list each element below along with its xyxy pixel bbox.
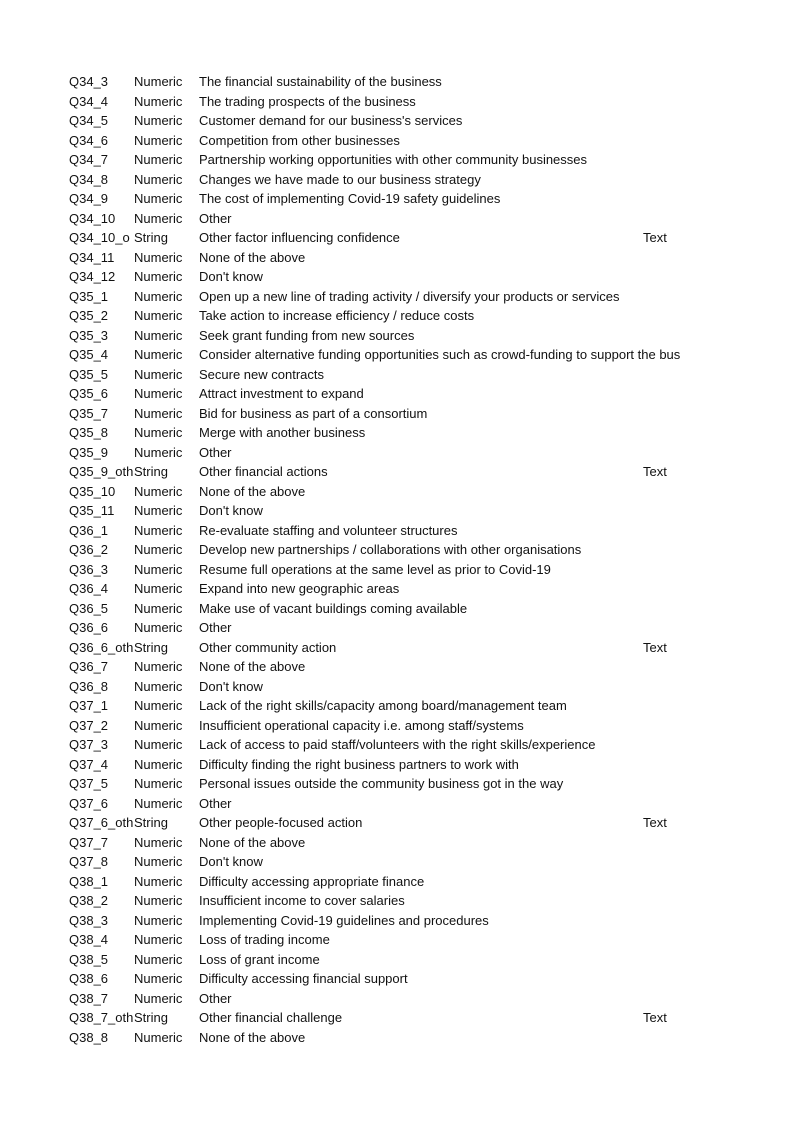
variable-type-cell: Numeric	[134, 249, 183, 265]
variable-name-cell: Q37_5	[69, 776, 109, 791]
variable-name-cell: Q36_1	[69, 522, 109, 538]
variable-type-cell: Numeric	[134, 269, 183, 284]
variable-format-cell	[643, 72, 703, 92]
variable-list	[0, 72, 800, 1047]
table-row	[0, 638, 800, 658]
variable-format-cell	[643, 872, 703, 892]
table-row	[0, 501, 800, 521]
variable-format-cell	[643, 482, 703, 502]
table-row	[0, 111, 800, 131]
variable-description-cell: Other	[199, 990, 232, 1006]
variable-type-cell: Numeric	[134, 698, 183, 713]
variable-format-cell	[643, 92, 703, 112]
variable-format-cell	[643, 287, 703, 307]
variable-type-cell: Numeric	[134, 776, 183, 791]
variable-type-cell: Numeric	[134, 737, 183, 752]
variable-name-cell: Q38_7	[69, 990, 109, 1006]
variable-format-cell	[643, 716, 703, 736]
variable-description-cell: None of the above	[199, 1029, 306, 1045]
variable-description-cell: None of the above	[199, 249, 306, 265]
variable-name-cell: Q35_2	[69, 308, 109, 323]
variable-format-cell	[643, 306, 703, 326]
variable-name-cell: Q34_5	[69, 113, 109, 128]
variable-type-cell: String	[134, 639, 168, 655]
variable-description-cell: Other people-focused action	[199, 815, 363, 830]
table-row	[0, 267, 800, 287]
table-row	[0, 852, 800, 872]
variable-format-cell	[643, 365, 703, 385]
variable-type-cell: String	[134, 1010, 168, 1025]
variable-type-cell: Numeric	[134, 834, 183, 850]
variable-type-cell: Numeric	[134, 171, 183, 187]
variable-format-cell: Text	[643, 815, 667, 830]
variable-description-cell: The trading prospects of the business	[199, 93, 416, 109]
variable-name-cell: Q35_7	[69, 405, 109, 421]
variable-format-cell	[643, 326, 703, 346]
variable-type-cell: Numeric	[134, 990, 183, 1006]
table-row	[0, 716, 800, 736]
variable-name-cell: Q35_11	[69, 503, 115, 518]
variable-type-cell: Numeric	[134, 795, 183, 811]
table-row	[0, 735, 800, 755]
variable-name-cell: Q38_1	[69, 873, 109, 889]
table-row	[0, 365, 800, 385]
variable-description-cell: Don't know	[199, 503, 263, 518]
variable-name-cell: Q34_9	[69, 191, 109, 206]
variable-name-cell: Q36_5	[69, 600, 109, 616]
variable-type-cell: Numeric	[134, 347, 183, 362]
table-row	[0, 170, 800, 190]
variable-format-cell	[643, 930, 703, 950]
variable-format-cell	[643, 950, 703, 970]
table-row	[0, 1008, 800, 1028]
variable-description-cell: Other financial actions	[199, 464, 328, 479]
variable-type-cell: Numeric	[134, 1029, 183, 1045]
variable-description-cell: Resume full operations at the same level as prior to Covid-19	[199, 561, 551, 577]
variable-type-cell: Numeric	[134, 152, 183, 167]
variable-name-cell: Q38_6	[69, 971, 109, 986]
variable-format-cell	[643, 540, 703, 560]
variable-name-cell: Q36_8	[69, 678, 109, 694]
variable-type-cell: Numeric	[134, 425, 183, 440]
variable-description-cell: Other community action	[199, 639, 337, 655]
variable-type-cell: Numeric	[134, 561, 183, 577]
variable-name-cell: Q34_12	[69, 269, 116, 284]
table-row	[0, 72, 800, 92]
table-row	[0, 326, 800, 346]
variable-type-cell: Numeric	[134, 951, 183, 967]
table-row	[0, 521, 800, 541]
variable-type-cell: Numeric	[134, 386, 183, 401]
variable-type-cell: Numeric	[134, 483, 183, 499]
variable-description-cell: Other factor influencing confidence	[199, 230, 400, 245]
variable-name-cell: Q35_9_oth	[69, 464, 133, 479]
variable-description-cell: Loss of trading income	[199, 932, 330, 947]
variable-format-cell	[643, 755, 703, 775]
variable-format-cell	[643, 1028, 703, 1048]
variable-description-cell: Expand into new geographic areas	[199, 581, 400, 596]
table-row	[0, 345, 800, 365]
table-row	[0, 657, 800, 677]
variable-description-cell: Difficulty accessing financial support	[199, 971, 408, 986]
variable-description-cell: Competition from other businesses	[199, 132, 400, 148]
variable-description-cell: None of the above	[199, 659, 306, 674]
variable-type-cell: Numeric	[134, 191, 183, 206]
variable-name-cell: Q37_4	[69, 756, 109, 772]
variable-type-cell: Numeric	[134, 971, 183, 986]
variable-type-cell: Numeric	[134, 132, 183, 148]
variable-format-cell	[643, 521, 703, 541]
variable-format-cell	[643, 209, 703, 229]
variable-name-cell: Q35_4	[69, 347, 109, 362]
variable-name-cell: Q37_8	[69, 854, 109, 869]
variable-name-cell: Q38_2	[69, 893, 109, 908]
variable-name-cell: Q34_10	[69, 210, 116, 226]
variable-description-cell: Difficulty finding the right business partners to work with	[199, 756, 519, 772]
variable-name-cell: Q36_2	[69, 542, 109, 557]
table-row	[0, 540, 800, 560]
table-row	[0, 774, 800, 794]
variable-name-cell: Q37_3	[69, 737, 109, 752]
table-row	[0, 813, 800, 833]
variable-format-cell	[643, 345, 703, 365]
variable-format-cell	[643, 267, 703, 287]
variable-description-cell: Other	[199, 210, 232, 226]
variable-description-cell: Difficulty accessing appropriate finance	[199, 873, 425, 889]
table-row	[0, 911, 800, 931]
variable-description-cell: Personal issues outside the community business got in the way	[199, 776, 564, 791]
variable-type-cell: Numeric	[134, 756, 183, 772]
variable-type-cell: Numeric	[134, 503, 183, 518]
table-row	[0, 560, 800, 580]
table-row	[0, 989, 800, 1009]
variable-format-cell	[643, 677, 703, 697]
variable-format-cell	[643, 189, 703, 209]
variable-format-cell	[643, 131, 703, 151]
variable-name-cell: Q35_5	[69, 366, 109, 382]
table-row	[0, 794, 800, 814]
variable-name-cell: Q38_4	[69, 932, 109, 947]
variable-name-cell: Q38_3	[69, 912, 109, 928]
table-row	[0, 287, 800, 307]
variable-format-cell	[643, 618, 703, 638]
variable-name-cell: Q35_6	[69, 386, 109, 401]
variable-description-cell: Other	[199, 620, 232, 635]
table-row	[0, 248, 800, 268]
table-row	[0, 131, 800, 151]
variable-description-cell: None of the above	[199, 834, 306, 850]
variable-name-cell: Q34_11	[69, 249, 115, 265]
variable-format-cell	[643, 501, 703, 521]
variable-format-cell	[643, 599, 703, 619]
variable-type-cell: Numeric	[134, 600, 183, 616]
table-row	[0, 189, 800, 209]
variable-type-cell: Numeric	[134, 932, 183, 947]
variable-name-cell: Q37_2	[69, 717, 109, 733]
variable-format-cell	[643, 443, 703, 463]
variable-description-cell: Open up a new line of trading activity / diversify your products or services	[199, 288, 620, 304]
variable-type-cell: String	[134, 230, 168, 245]
variable-type-cell: Numeric	[134, 366, 183, 382]
variable-name-cell: Q34_4	[69, 93, 109, 109]
variable-format-cell	[643, 384, 703, 404]
table-row	[0, 228, 800, 248]
variable-format-cell	[643, 248, 703, 268]
variable-description-cell: Make use of vacant buildings coming available	[199, 600, 468, 616]
variable-format-cell: Text	[643, 230, 667, 245]
variable-type-cell: Numeric	[134, 912, 183, 928]
variable-description-cell: Develop new partnerships / collaborations with other organisations	[199, 542, 582, 557]
variable-type-cell: Numeric	[134, 659, 183, 674]
table-row	[0, 384, 800, 404]
variable-name-cell: Q34_7	[69, 152, 109, 167]
table-row	[0, 833, 800, 853]
variable-description-cell: Implementing Covid-19 guidelines and procedures	[199, 912, 489, 928]
variable-format-cell	[643, 579, 703, 599]
variable-description-cell: Other	[199, 444, 232, 460]
variable-type-cell: Numeric	[134, 893, 183, 908]
table-row	[0, 482, 800, 502]
table-row	[0, 462, 800, 482]
variable-format-cell	[643, 911, 703, 931]
variable-type-cell: Numeric	[134, 854, 183, 869]
variable-type-cell: String	[134, 815, 168, 830]
variable-type-cell: Numeric	[134, 210, 183, 226]
variable-format-cell	[643, 170, 703, 190]
table-row	[0, 404, 800, 424]
variable-format-cell: Text	[643, 639, 667, 655]
variable-type-cell: Numeric	[134, 74, 183, 89]
table-row	[0, 930, 800, 950]
variable-description-cell: Customer demand for our business's services	[199, 113, 463, 128]
variable-name-cell: Q36_7	[69, 659, 109, 674]
table-row	[0, 423, 800, 443]
variable-format-cell	[643, 657, 703, 677]
variable-type-cell: Numeric	[134, 522, 183, 538]
table-row	[0, 150, 800, 170]
variable-name-cell: Q34_3	[69, 74, 109, 89]
table-row	[0, 579, 800, 599]
variable-type-cell: Numeric	[134, 327, 183, 343]
variable-description-cell: Re-evaluate staffing and volunteer structures	[199, 522, 458, 538]
table-row	[0, 969, 800, 989]
variable-name-cell: Q36_4	[69, 581, 109, 596]
variable-description-cell: Don't know	[199, 269, 263, 284]
variable-description-cell: The financial sustainability of the business	[199, 74, 442, 89]
variable-description-cell: Don't know	[199, 678, 263, 694]
table-row	[0, 1028, 800, 1048]
variable-type-cell: Numeric	[134, 444, 183, 460]
variable-description-cell: Insufficient operational capacity i.e. among staff/systems	[199, 717, 524, 733]
variable-description-cell: Loss of grant income	[199, 951, 320, 967]
variable-format-cell	[643, 404, 703, 424]
table-row	[0, 891, 800, 911]
variable-description-cell: Changes we have made to our business strategy	[199, 171, 481, 187]
variable-format-cell	[643, 852, 703, 872]
variable-description-cell: The cost of implementing Covid-19 safety guidelines	[199, 191, 501, 206]
table-row	[0, 209, 800, 229]
table-row	[0, 755, 800, 775]
variable-type-cell: Numeric	[134, 717, 183, 733]
variable-name-cell: Q34_6	[69, 132, 109, 148]
variable-name-cell: Q34_10_o	[69, 230, 130, 245]
variable-description-cell: Attract investment to expand	[199, 386, 364, 401]
variable-description-cell: Seek grant funding from new sources	[199, 327, 415, 343]
variable-name-cell: Q35_9	[69, 444, 109, 460]
variable-name-cell: Q37_1	[69, 698, 109, 713]
variable-name-cell: Q36_6_oth	[69, 639, 133, 655]
variable-description-cell: Lack of access to paid staff/volunteers with the right skills/experience	[199, 737, 596, 752]
table-row	[0, 696, 800, 716]
variable-name-cell: Q38_8	[69, 1029, 109, 1045]
table-row	[0, 599, 800, 619]
variable-name-cell: Q35_8	[69, 425, 109, 440]
table-row	[0, 92, 800, 112]
variable-name-cell: Q34_8	[69, 171, 109, 187]
variable-type-cell: Numeric	[134, 113, 183, 128]
variable-format-cell: Text	[643, 464, 667, 479]
variable-format-cell	[643, 774, 703, 794]
variable-description-cell: Consider alternative funding opportunities such as crowd-funding to support the bus	[199, 347, 681, 362]
variable-format-cell	[643, 969, 703, 989]
table-row	[0, 306, 800, 326]
table-row	[0, 872, 800, 892]
variable-name-cell: Q36_6	[69, 620, 109, 635]
variable-name-cell: Q38_5	[69, 951, 109, 967]
variable-name-cell: Q38_7_oth	[69, 1010, 133, 1025]
variable-format-cell	[643, 891, 703, 911]
variable-description-cell: Secure new contracts	[199, 366, 325, 382]
variable-format-cell	[643, 150, 703, 170]
variable-format-cell	[643, 560, 703, 580]
table-row	[0, 677, 800, 697]
variable-type-cell: Numeric	[134, 308, 183, 323]
variable-type-cell: Numeric	[134, 93, 183, 109]
variable-description-cell: Merge with another business	[199, 425, 366, 440]
variable-description-cell: Other	[199, 795, 232, 811]
variable-description-cell: Bid for business as part of a consortium	[199, 405, 428, 421]
variable-name-cell: Q35_1	[69, 288, 109, 304]
variable-format-cell	[643, 696, 703, 716]
table-row	[0, 443, 800, 463]
variable-name-cell: Q37_6_oth	[69, 815, 133, 830]
variable-name-cell: Q36_3	[69, 561, 109, 577]
variable-description-cell: Don't know	[199, 854, 263, 869]
variable-type-cell: Numeric	[134, 288, 183, 304]
variable-description-cell: None of the above	[199, 483, 306, 499]
variable-description-cell: Other financial challenge	[199, 1010, 343, 1025]
variable-description-cell: Partnership working opportunities with other community businesses	[199, 152, 588, 167]
variable-type-cell: Numeric	[134, 542, 183, 557]
variable-type-cell: Numeric	[134, 581, 183, 596]
variable-type-cell: Numeric	[134, 620, 183, 635]
variable-format-cell	[643, 735, 703, 755]
variable-name-cell: Q37_6	[69, 795, 109, 811]
variable-name-cell: Q37_7	[69, 834, 109, 850]
table-row	[0, 950, 800, 970]
variable-name-cell: Q35_10	[69, 483, 116, 499]
variable-description-cell: Take action to increase efficiency / reduce costs	[199, 308, 475, 323]
variable-type-cell: Numeric	[134, 678, 183, 694]
variable-format-cell	[643, 833, 703, 853]
variable-format-cell	[643, 423, 703, 443]
variable-description-cell: Insufficient income to cover salaries	[199, 893, 405, 908]
variable-format-cell: Text	[643, 1010, 667, 1025]
variable-format-cell	[643, 794, 703, 814]
variable-description-cell: Lack of the right skills/capacity among board/management team	[199, 698, 567, 713]
variable-type-cell: String	[134, 464, 168, 479]
variable-type-cell: Numeric	[134, 405, 183, 421]
table-row	[0, 618, 800, 638]
variable-format-cell	[643, 111, 703, 131]
variable-type-cell: Numeric	[134, 873, 183, 889]
variable-format-cell	[643, 989, 703, 1009]
variable-name-cell: Q35_3	[69, 327, 109, 343]
